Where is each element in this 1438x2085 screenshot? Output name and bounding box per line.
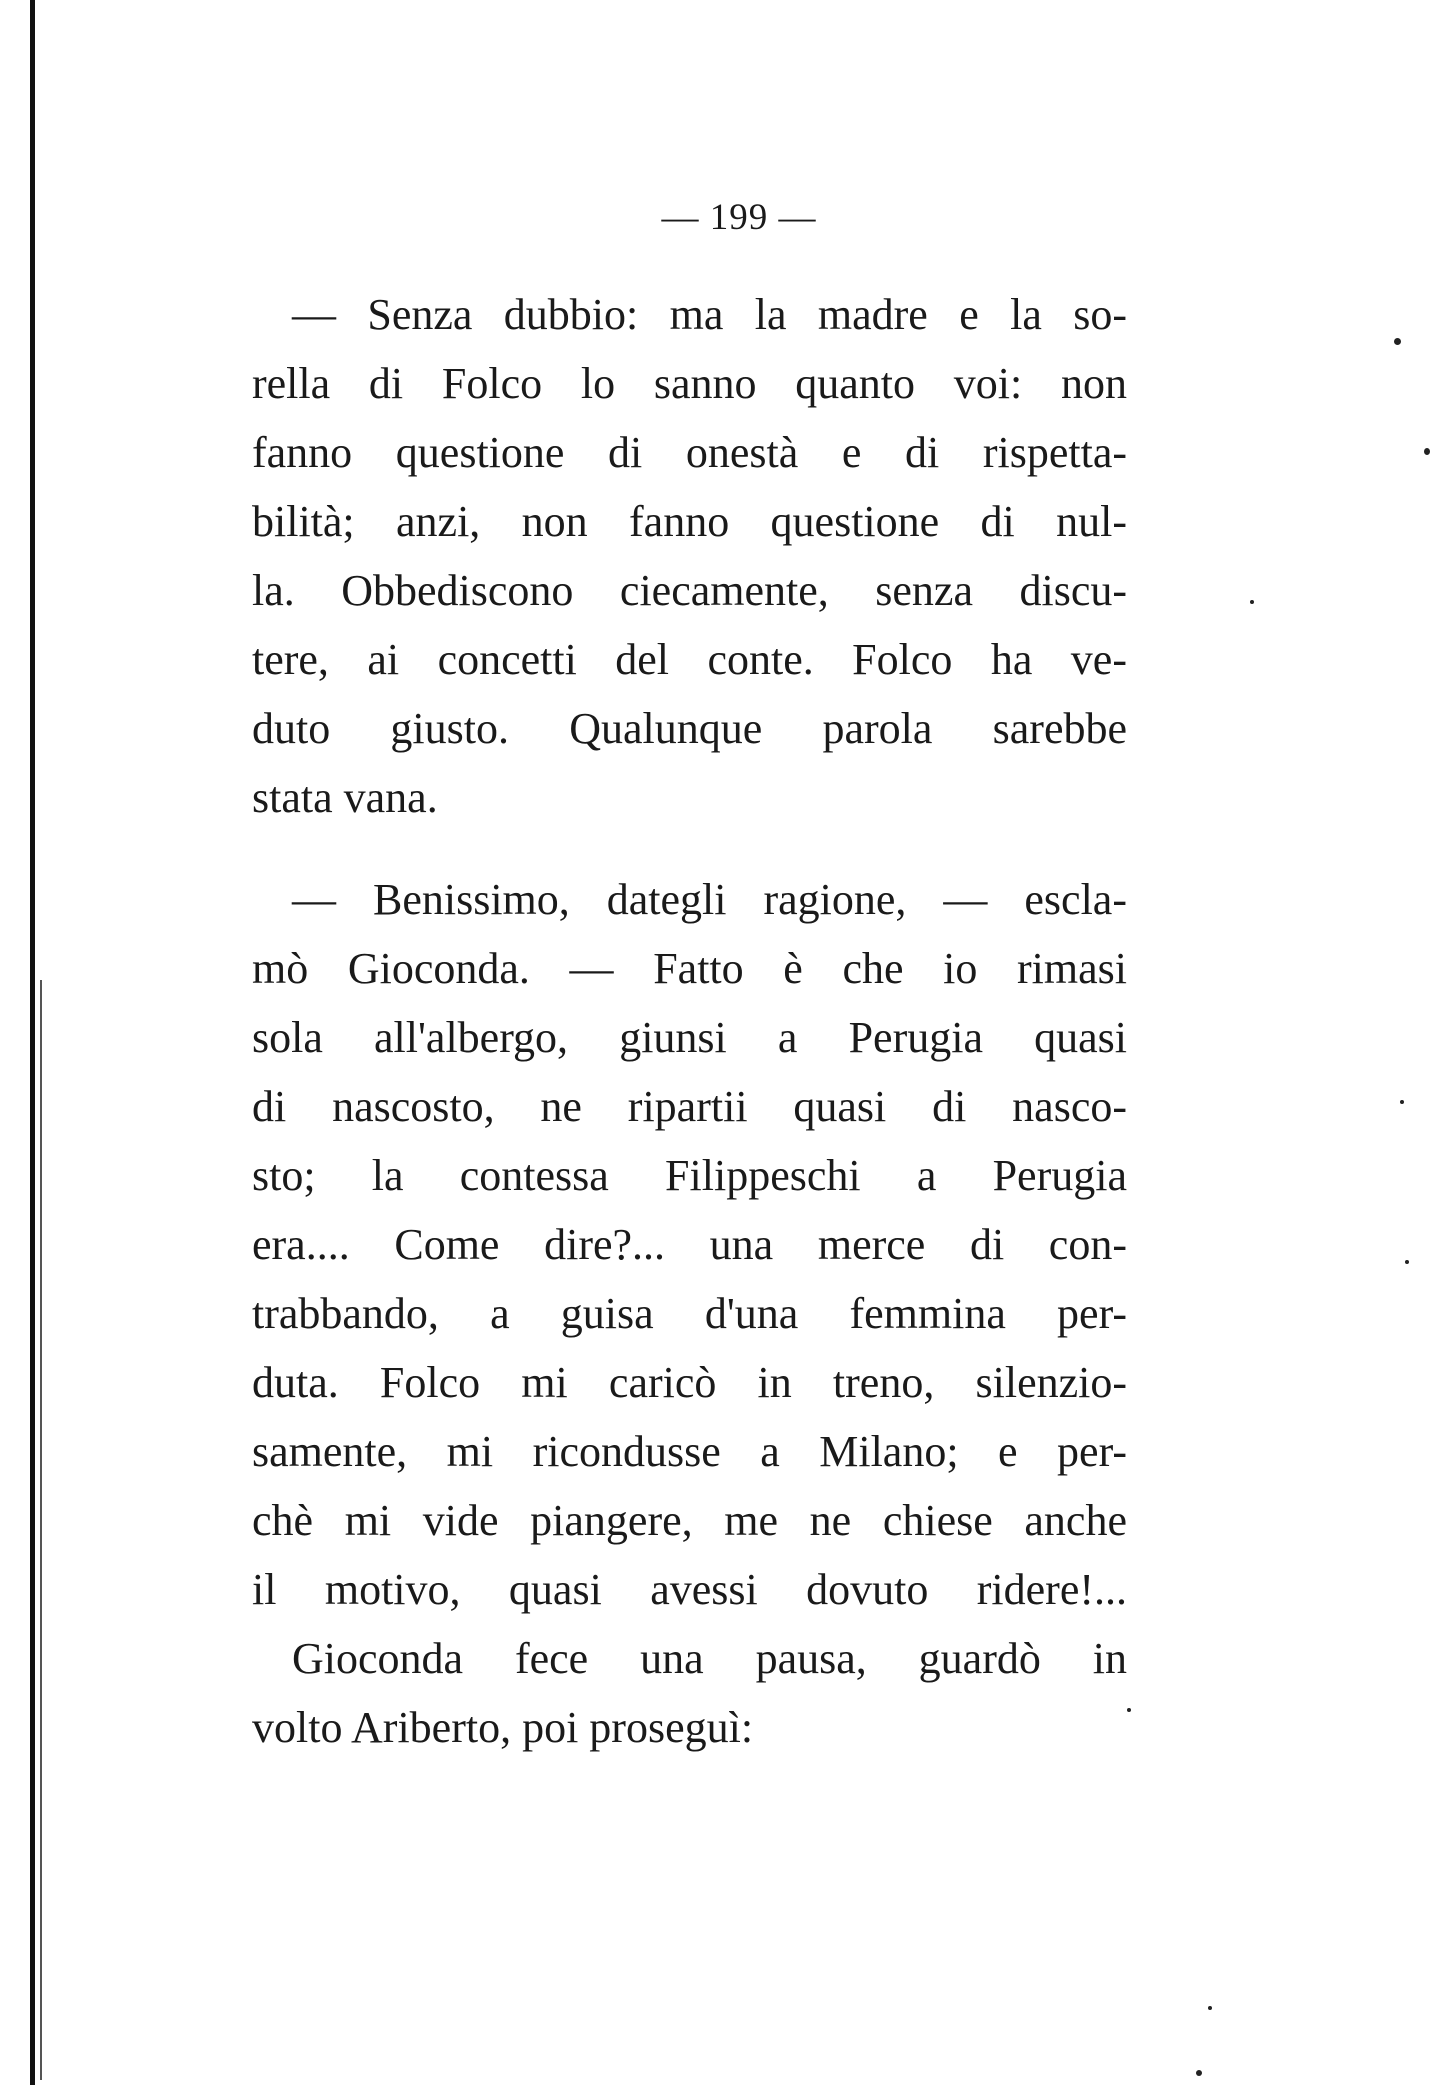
paragraph [252,280,1127,832]
ink-speck [1424,448,1430,455]
text-line: rella di Folco lo sanno quanto voi: non [252,359,1127,408]
ink-speck [1400,1100,1404,1104]
paragraph [252,865,1127,1624]
ink-speck [1127,1708,1131,1712]
text-line: bilità; anzi, non fanno questione di nul- [252,497,1127,546]
text-line: — Senza dubbio: ma la madre e la so- [292,290,1127,339]
text-line: stata vana. [252,773,438,822]
ink-speck [1196,2070,1202,2076]
paragraph [252,1624,1127,1762]
text-line: di nascosto, ne ripartii quasi di nasco- [252,1082,1127,1131]
text-line: duto giusto. Qualunque parola sarebbe [252,704,1127,753]
text-line: trabbando, a guisa d'una femmina per- [252,1289,1127,1338]
page-number: — 199 — [661,197,817,238]
text-line: mò Gioconda. — Fatto è che io rimasi [252,944,1127,993]
text-line: — Benissimo, dategli ragione, — escla- [292,875,1127,924]
binding-edge [30,0,35,2085]
text-line: era.... Come dire?... una merce di con- [252,1220,1127,1269]
paragraph-gap [252,832,1127,865]
text-line: chè mi vide piangere, me ne chiese anche [252,1496,1127,1545]
text-line: il motivo, quasi avessi dovuto ridere!... [252,1565,1127,1614]
text-line: duta. Folco mi caricò in treno, silenzio- [252,1358,1127,1407]
ink-speck [1405,1260,1409,1264]
text-line: tere, ai concetti del conte. Folco ha ve- [252,635,1127,684]
text-line: fanno questione di onestà e di rispetta- [252,428,1127,477]
body-text [252,280,1127,1762]
binding-shadow [40,980,42,2080]
ink-speck [1394,338,1401,345]
text-line: sto; la contessa Filippeschi a Perugia [252,1151,1127,1200]
text-line: Gioconda fece una pausa, guardò in [292,1634,1127,1683]
ink-speck [1208,2006,1212,2010]
text-line: samente, mi ricondusse a Milano; e per- [252,1427,1127,1476]
text-line: sola all'albergo, giunsi a Perugia quasi [252,1013,1127,1062]
text-line: volto Ariberto, poi proseguì: [252,1703,754,1752]
text-line: la. Obbediscono ciecamente, senza discu- [252,566,1127,615]
ink-speck [1250,600,1254,604]
